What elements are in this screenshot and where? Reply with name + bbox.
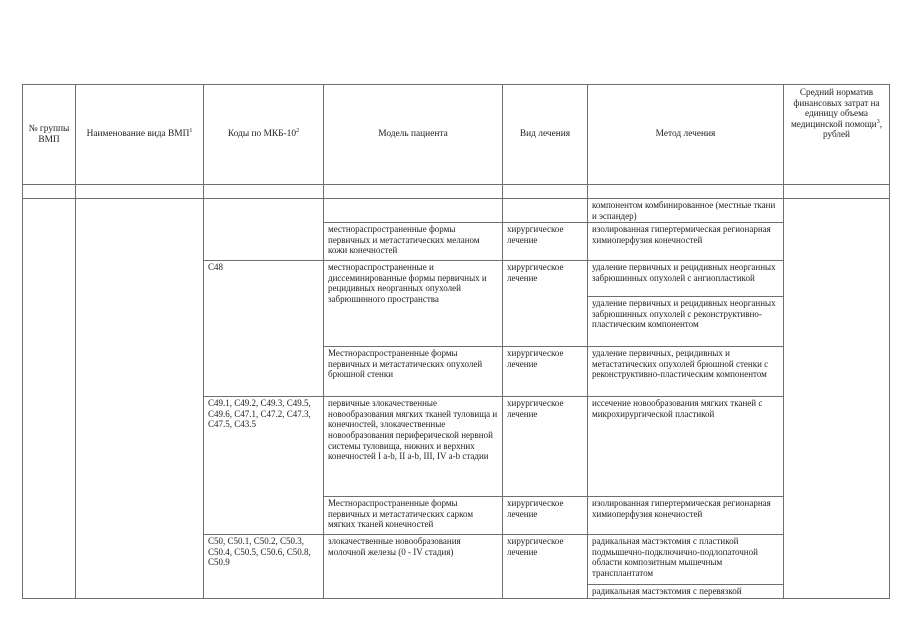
treatment-method-cell: удаление первичных, рецидивных и метастатических опухолей брюшной стенки с реконструктивно-пластическим компонентом [588, 347, 784, 397]
vmp-name-cell [76, 199, 204, 599]
patient-model-cell: Местнораспространенные формы первичных и метастатических сарком мягких тканей конечностей [324, 497, 503, 535]
header-treatment-type: Вид лечения [503, 85, 588, 185]
table-row [23, 199, 890, 223]
vmp-table [22, 84, 890, 599]
treatment-method-cell: удаление первичных и рецидивных неорганных забрюшинных опухолей с реконструктивно-пластическим компонентом [588, 297, 784, 347]
treatment-type-cell: хирургическое лечение [503, 223, 588, 261]
icd-codes-cell: C50, C50.1, C50.2, C50.3, C50.4, C50.5, C50.6, C50.8, C50.9 [204, 535, 324, 599]
patient-model-cell: местнораспространенные и диссеминированные формы первичных и рецидивных неорганных опухолей забрюшинного пространства [324, 261, 503, 347]
treatment-method-cell: изолированная гипертермическая регионарная химиоперфузия конечностей [588, 223, 784, 261]
treatment-type-cell: хирургическое лечение [503, 347, 588, 397]
treatment-type-cell: хирургическое лечение [503, 261, 588, 347]
header-icd-codes: Коды по МКБ-$10^2$ [204, 85, 324, 185]
treatment-method-cell: компонентом комбинированное (местные ткани и эспандер) [588, 199, 784, 223]
group-number-cell [23, 199, 76, 599]
average-cost-cell [784, 199, 890, 599]
patient-model-cell: Местнораспространенные формы первичных и метастатических опухолей брюшной стенки [324, 347, 503, 397]
table-header-row [23, 85, 890, 185]
patient-model-cell: первичные злокачественные новообразования мягких тканей туловища и конечностей, злокачественные новообразования периферической нервной системы туловища, нижних и верхних конечностей I a-b, II a-b, III, IV a-b стадии [324, 397, 503, 497]
header-patient-model: Модель пациента [324, 85, 503, 185]
treatment-method-cell: радикальная мастэктомия с перевязкой [588, 585, 784, 599]
treatment-method-cell: радикальная мастэктомия с пластикой подмышечно-подключично-подлопаточной области композитным мышечным трансплантатом [588, 535, 784, 585]
patient-model-cell: местнораспространенные формы первичных и метастатических меланом кожи конечностей [324, 223, 503, 261]
table-spacer-row [23, 185, 890, 199]
header-treatment-method: Метод лечения [588, 85, 784, 185]
icd-codes-cell: C49.1, C49.2, C49.3, C49.5, C49.6, C47.1, C47.2, C47.3, C47.5, C43.5 [204, 397, 324, 535]
header-average-cost: Средний норматив финансовых затрат на единицу объема медицинской помощи$^3$, рублей [784, 85, 890, 185]
header-vmp-name: Наименование вида ВМП$^1$ [76, 85, 204, 185]
treatment-type-cell: хирургическое лечение [503, 497, 588, 535]
treatment-type-cell [503, 199, 588, 223]
header-group-number: № группы ВМП [23, 85, 76, 185]
patient-model-cell: злокачественные новообразования молочной железы (0 - IV стадия) [324, 535, 503, 599]
treatment-method-cell: иссечение новообразования мягких тканей с микрохирургической пластикой [588, 397, 784, 497]
icd-codes-cell: C48 [204, 261, 324, 397]
treatment-method-cell: изолированная гипертермическая регионарная химиоперфузия конечностей [588, 497, 784, 535]
icd-codes-cell [204, 199, 324, 261]
patient-model-cell [324, 199, 503, 223]
treatment-type-cell: хирургическое лечение [503, 535, 588, 599]
treatment-type-cell: хирургическое лечение [503, 397, 588, 497]
treatment-method-cell: удаление первичных и рецидивных неорганных забрюшинных опухолей с ангиопластикой [588, 261, 784, 297]
